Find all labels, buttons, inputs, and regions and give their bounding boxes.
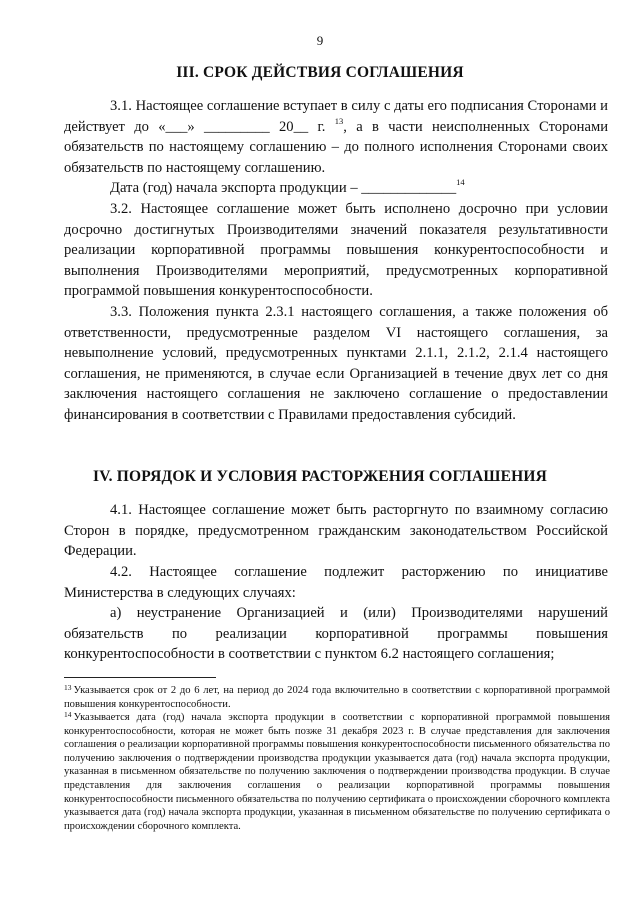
footnote-13-text: Указывается срок от 2 до 6 лет, на период до 2024 года включительно в соответствии с корпоративной программой повышения конкурентоспособности.: [64, 685, 610, 710]
paragraph-3-2: 3.2. Настоящее соглашение может быть исполнено досрочно при условии досрочно достигнутых Производителями значений показателя результативности реализации корпоративной программы повышения конкурентоспособности и выполнения Производителями мероприятий, предусмотренных корпоративной программой повышения конкурентоспособности.: [64, 201, 608, 300]
footnote-14: [64, 711, 610, 833]
footnote-ref-14: 14: [456, 177, 465, 188]
paragraph-3-1-rest: , а в части неисполненных Сторонами обязательств по настоящему соглашению – до полного исполнения Сторонами своих обязательств по настоящему соглашению.: [64, 118, 608, 176]
footnote-13-number: 13: [64, 683, 72, 692]
footnote-14-number: 14: [64, 710, 72, 719]
paragraph-3-1: [64, 96, 608, 178]
paragraph-4-1: 4.1. Настоящее соглашение может быть расторгнуто по взаимному согласию Сторон в порядке, предусмотренном гражданским законодательством Российской Федерации.: [64, 502, 608, 560]
footnote-ref-13: 13: [334, 115, 344, 126]
export-date-line: [64, 178, 608, 199]
footnote-14-text: Указывается дата (год) начала экспорта продукции в соответствии с корпоративной программой повышения конкурентоспособности, которая не может быть позже 31 декабря 2023 г. В случае представления для заключения соглашения о реализации корпоративной программы повышения конкурентоспособности письменного обязательства по получению заключения о подтверждении производства продукции указывается дата (год) начала экспорта продукции, указанная в письменном обязательстве по получению заключения о подтверждении производства продукции. В случае представления для заключения соглашения о реализации корпоративной программы повышения конкурентоспособности письменного обязательства по получению сертификата о происхождении сборочного комплекта указывается дата (год) начала экспорта продукции, указанная в письменном обязательстве по получению сертификата о происхождении сборочного комплекта.: [64, 712, 610, 832]
page-number: 9: [316, 33, 324, 48]
export-date-text: Дата (год) начала экспорта продукции – _____________: [110, 180, 457, 196]
paragraph-4-2: 4.2. Настоящее соглашение подлежит расторжению по инициативе Министерства в следующих случаях:: [64, 564, 608, 601]
paragraph-3-3: 3.3. Положения пункта 2.3.1 настоящего соглашения, а также положения об ответственности, предусмотренные разделом VI настоящего соглашения, за невыполнение условий, предусмотренных пунктами 2.1.1, 2.1.2, 2.1.4 настоящего соглашения, не применяются, в случае если Организацией в течение двух лет со дня заключения настоящего соглашения не заключено соглашение о предоставлении финансирования в соответствии с Правилами предоставления субсидий.: [64, 304, 608, 423]
section-3-title: III. СРОК ДЕЙСТВИЯ СОГЛАШЕНИЯ: [176, 64, 464, 81]
section-4-title: IV. ПОРЯДОК И УСЛОВИЯ РАСТОРЖЕНИЯ СОГЛАШЕНИЯ: [92, 468, 548, 485]
footnote-13: [64, 684, 610, 711]
paragraph-3-1-text: 3.1. Настоящее соглашение вступает в силу с даты его подписания Сторонами и действует до «___» _________ 20__ г.: [64, 98, 608, 135]
footnote-separator: [64, 677, 216, 678]
paragraph-4-2-a: а) неустранение Организацией и (или) Производителями нарушений обязательств по реализации корпоративной программы повышения конкурентоспособности в соответствии с пунктом 6.2 настоящего соглашения;: [64, 605, 608, 663]
